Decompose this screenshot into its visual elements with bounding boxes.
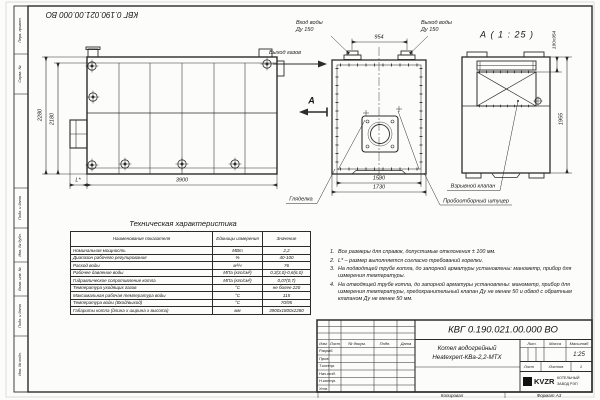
spec-row <box>71 284 311 292</box>
spec-cell: Максимальная рабочая температура воды <box>71 292 213 300</box>
dim-opening: 190х954 <box>552 30 558 50</box>
format-label: Формат А3 <box>536 392 562 398</box>
note-number: 1. <box>330 249 335 255</box>
gas-outlet-arrow <box>273 61 327 68</box>
spec-cell: °С <box>213 292 263 300</box>
stamp-row-utv: Утв. <box>319 385 329 391</box>
notes-list <box>330 249 592 304</box>
note-number: 3. <box>330 266 335 273</box>
spec-cell: Гидравлическое сопротивление котла <box>71 277 213 285</box>
stamp-col-izm: Изм <box>319 340 327 346</box>
sheets-label: Листов <box>548 363 564 369</box>
company-line2: ЗАВОД РЭП <box>557 381 578 386</box>
sheet-label: Лист <box>523 363 535 369</box>
spec-cell: % <box>213 254 263 262</box>
dim-burner-l: L* <box>75 177 81 184</box>
side-view-dimensions <box>42 57 277 189</box>
note-text: L* – размер выполняется согласно требований горелки. <box>338 257 484 264</box>
gas-outlet-label: Выход газов <box>269 50 302 56</box>
note-text: На подводящей трубе котла, до запорной арматуры установлены: манометр, прибор для измерения температуры. <box>338 266 572 280</box>
scale-value: 1:25 <box>573 351 585 358</box>
water-inlet-dn: Ду 150 <box>296 27 314 33</box>
water-outlet-dn: Ду 150 <box>421 27 439 33</box>
burner-flange <box>362 116 398 152</box>
copied-label: Копировал <box>440 392 464 398</box>
spec-row <box>71 254 311 262</box>
section-arrow <box>299 108 327 117</box>
stamp-col-docnum: № докум. <box>348 340 366 346</box>
spec-cell: Температура уходящих газов <box>71 284 213 292</box>
dim-nozzle-span: 954 <box>374 34 384 41</box>
spec-table-title: Техническая характеристика <box>129 219 237 229</box>
company-line1: КОТЕЛЬНЫЙ <box>557 376 580 380</box>
spec-cell: Диапазон рабочего регулирования <box>71 254 213 262</box>
sample-fitting-icon <box>534 97 543 106</box>
product-name-line1: Котел водогрейный <box>437 344 497 352</box>
stamp-row-prov: Пров. <box>319 355 330 361</box>
note-number: 2. <box>330 257 335 264</box>
stamp-row-razrab: Разраб. <box>319 348 334 353</box>
spec-row <box>71 292 311 300</box>
spec-row <box>71 269 311 277</box>
spec-cell: 0,07(0,7) <box>263 277 311 285</box>
spec-cell: Температура воды (Вход/выход) <box>71 299 213 307</box>
note-text: На отводящей трубе котла, до запорной арматуры установлены: манометр, прибор для измерения температуры, предохранительный клапан Ду не менее 50 и обвод с обратным клапаном Ду не менее 50 мм. <box>338 281 572 302</box>
dim-height-inner: 2180 <box>49 112 56 126</box>
spec-cell: Рабочее давление воды <box>71 269 213 277</box>
spec-row <box>71 277 311 285</box>
explosion-valve-panel <box>477 72 536 106</box>
note-number: 4. <box>330 281 335 288</box>
spec-cell: МВт <box>213 247 263 255</box>
scale-label: Масштаб <box>569 340 589 346</box>
dim-height-outer: 2280 <box>37 108 44 122</box>
stamp-row-tkontr: Т.контр. <box>319 363 336 368</box>
spec-cell: °С <box>213 299 263 307</box>
margin-cell-vzam-inv: Взам. инв. № <box>18 267 23 291</box>
spec-row <box>71 299 311 307</box>
spec-cell: °С <box>213 284 263 292</box>
note-item <box>330 266 592 280</box>
note-item <box>330 282 592 303</box>
spec-row <box>71 247 311 255</box>
stamp-row-nachotd: Нач.отд. <box>319 370 336 376</box>
spec-cell: 70/95 <box>263 299 311 307</box>
spec-cell: м³/ч <box>213 262 263 270</box>
product-name-line2: Heatexpert-КВа-2,2-МТХ <box>432 353 502 361</box>
dim-outer-width: 1730 <box>372 184 386 191</box>
sample-fitting-label: Пробоотборный штуцер <box>443 197 509 204</box>
water-outlet-label: Выход воды <box>421 20 452 26</box>
dim-section-height: 1955 <box>558 112 565 126</box>
water-nozzles <box>344 51 415 60</box>
doc-number-flipped: КВГ 0.190.021.00.000 ВО <box>45 10 139 19</box>
spec-header-name: Наименование показателя <box>71 232 213 247</box>
margin-cell-inv-podl: Инв. № подл. <box>18 352 23 376</box>
section-view-title: А ( 1 : 25 ) <box>479 29 535 40</box>
spec-cell: 115 <box>263 292 311 300</box>
section-view-drawing <box>462 52 572 178</box>
spec-cell: 40-100 <box>263 254 311 262</box>
spec-header-row <box>71 232 311 247</box>
inspection-hatch-icons <box>86 58 274 172</box>
spec-cell: 0,3(3,0)-0,6(6,0) <box>263 269 311 277</box>
dim-inner-width: 1590 <box>372 175 386 182</box>
note-item <box>330 258 592 265</box>
lit-label: Лит. <box>527 340 537 346</box>
spec-row <box>71 262 311 270</box>
dim-length: 3900 <box>175 177 189 184</box>
spec-cell: не более 220 <box>263 284 311 292</box>
note-text: Все размеры для справок, допустимые отклонения ± 100 мм. <box>338 249 496 255</box>
spec-cell: 76 <box>263 262 311 270</box>
margin-cell-podp-data-2: Подп. и дата <box>18 304 23 328</box>
note-item <box>330 249 592 256</box>
margin-cell-inv-dubl: Инв. № дубл. <box>18 233 23 257</box>
stamp-col-data: Дата <box>400 340 412 346</box>
spec-cell: 3900х1800х2280 <box>263 307 311 315</box>
spec-row <box>71 307 311 315</box>
margin-cell-perv-primen: Перв. примен. <box>18 17 23 43</box>
spec-table <box>70 231 310 315</box>
spec-cell: Габариты котла (длина х ширина х высота) <box>71 307 213 315</box>
spec-header-value: Значение <box>263 232 311 247</box>
section-view-dimensions <box>536 57 572 173</box>
spec-cell: МПа (кгс/см²) <box>213 277 263 285</box>
explosion-valve-label: Взрывной клапан <box>450 183 496 190</box>
sheets-value: 1 <box>579 363 583 369</box>
margin-cell-podp-data-1: Подп. и дата <box>18 196 23 220</box>
side-view-drawing <box>42 47 284 189</box>
spec-cell: МПа (кгс/см²) <box>213 269 263 277</box>
spec-cell: мм <box>213 307 263 315</box>
burner-mount <box>70 120 87 148</box>
margin-cell-sprav-no: Справ. № <box>18 65 23 83</box>
spec-cell: 2,2 <box>263 247 311 255</box>
stamp-col-podp: Подп. <box>379 340 391 346</box>
flue-duct <box>477 61 536 70</box>
top-fittings <box>86 47 284 76</box>
mass-label: Масса <box>549 340 561 346</box>
spec-header-units: Единицы измерения <box>213 232 263 247</box>
spec-cell: Расход воды <box>71 262 213 270</box>
kvzr-logo-text: KVZR <box>534 376 555 386</box>
sight-glass-label: Гляделка <box>289 196 313 203</box>
spec-cell: Номинальная мощность <box>71 247 213 255</box>
stamp-col-list: Лист <box>329 340 341 346</box>
section-letter: А <box>308 95 316 106</box>
kvzr-logo-icon <box>523 377 532 386</box>
stamp-doc-number: КВГ 0.190.021.00.000 ВО <box>448 323 558 335</box>
water-inlet-label: Вход воды <box>296 20 323 26</box>
stamp-row-nkontr: Н.контр. <box>319 378 336 383</box>
